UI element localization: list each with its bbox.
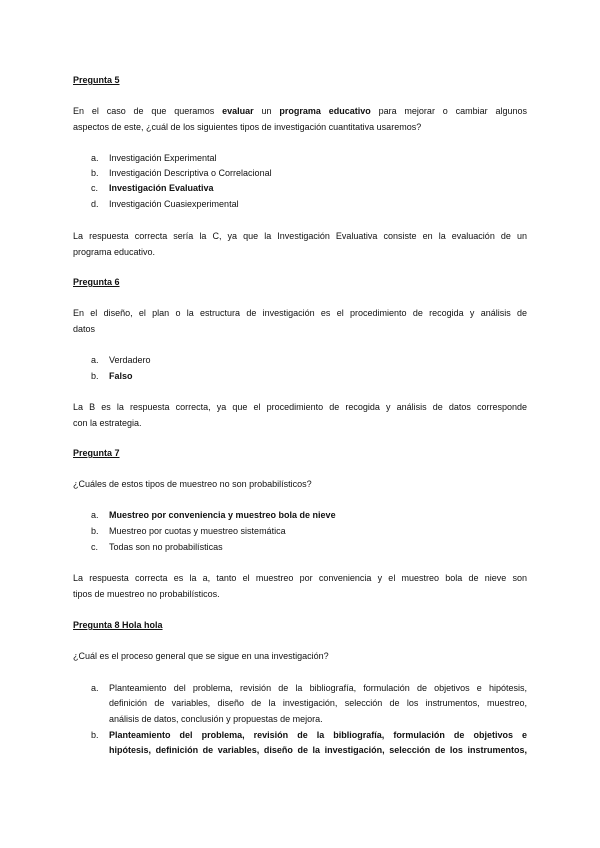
option-marker: a.	[91, 510, 99, 520]
question-8-option-a-line-3: análisis de datos, conclusión y propuestas de mejora.	[109, 714, 323, 724]
option-text-correct: Muestreo por conveniencia y muestreo bola de nieve	[109, 510, 336, 520]
question-8-option-a-line-2: definición de variables, diseño de la investigación, selección de los instrumentos, muestreo,	[109, 698, 527, 708]
question-8-heading: Pregunta 8 Hola hola	[73, 620, 163, 630]
option-marker: a.	[91, 153, 99, 163]
question-8-option-a-line-1: Planteamiento del problema, revisión de la bibliografía, formulación de objetivos e hipótesis,	[109, 683, 527, 693]
question-6-answer-line-1: La B es la respuesta correcta, ya que el procedimiento de recogida y análisis de datos corresponde	[73, 402, 527, 412]
question-5-stem-line-2: aspectos de este, ¿cuál de los siguientes tipos de investigación cuantitativa usaremos?	[73, 122, 422, 132]
question-7-heading: Pregunta 7	[73, 448, 120, 458]
question-8-stem: ¿Cuál es el proceso general que se sigue en una investigación?	[73, 651, 329, 661]
option-marker: a.	[91, 355, 99, 365]
option-text: Todas son no probabilísticas	[109, 542, 223, 552]
question-6-option-a	[91, 352, 151, 368]
option-text: Muestreo por cuotas y muestreo sistemática	[109, 526, 286, 536]
option-text-correct: Investigación Evaluativa	[109, 183, 214, 193]
question-7-answer-line-1: La respuesta correcta es la a, tanto el muestreo por conveniencia y el muestreo bola de nieve son	[73, 573, 527, 583]
option-marker: c.	[91, 183, 99, 193]
question-6-stem-line-2: datos	[73, 324, 96, 334]
question-7-option-a	[91, 507, 336, 523]
option-marker: c.	[91, 542, 99, 552]
option-text: Investigación Descriptiva o Correlacional	[109, 168, 272, 178]
question-5-heading: Pregunta 5	[73, 75, 120, 85]
option-marker: d.	[91, 199, 99, 209]
question-5-answer-line-2: programa educativo.	[73, 247, 156, 257]
option-marker: b.	[91, 526, 99, 536]
option-text: Investigación Cuasiexperimental	[109, 199, 239, 209]
stem-text: En el caso de que queramos	[73, 106, 223, 116]
stem-text: para mejorar o cambiar algunos	[370, 106, 528, 116]
question-8-option-b-marker: b.	[91, 730, 99, 740]
question-8-option-b-line-2: hipótesis, definición de variables, diseño de la investigación, selección de los instrumentos,	[109, 745, 527, 755]
stem-bold-programa: programa educativo	[279, 106, 371, 116]
stem-text: un	[253, 106, 280, 116]
question-8-option-a-marker: a.	[91, 683, 99, 693]
question-5-answer-line-1: La respuesta correcta sería la C, ya que la Investigación Evaluativa consiste en la evaluación de un	[73, 231, 527, 241]
option-marker: b.	[91, 168, 99, 178]
question-5-option-b	[91, 165, 272, 181]
stem-bold-evaluar: evaluar	[222, 106, 254, 116]
question-6-stem-line-1: En el diseño, el plan o la estructura de investigación es el procedimiento de recogida y análisis de	[73, 308, 527, 318]
question-8-option-b-line-1: Planteamiento del problema, revisión de la bibliografía, formulación de objetivos e	[109, 730, 527, 740]
question-7-answer-line-2: tipos de muestreo no probabilísticos.	[73, 589, 220, 599]
option-text-correct: Falso	[109, 371, 133, 381]
question-5-option-a	[91, 150, 217, 166]
question-7-stem: ¿Cuáles de estos tipos de muestreo no son probabilísticos?	[73, 479, 312, 489]
question-6-option-b	[91, 368, 133, 384]
question-7-option-c	[91, 539, 223, 555]
question-5-option-d	[91, 196, 239, 212]
question-6-heading: Pregunta 6	[73, 277, 120, 287]
option-text: Investigación Experimental	[109, 153, 217, 163]
question-6-answer-line-2: con la estrategia.	[73, 418, 142, 428]
option-marker: b.	[91, 371, 99, 381]
question-5-stem-line-1	[73, 103, 527, 119]
question-7-option-b	[91, 523, 286, 539]
question-5-option-c	[91, 180, 214, 196]
option-text: Verdadero	[109, 355, 151, 365]
